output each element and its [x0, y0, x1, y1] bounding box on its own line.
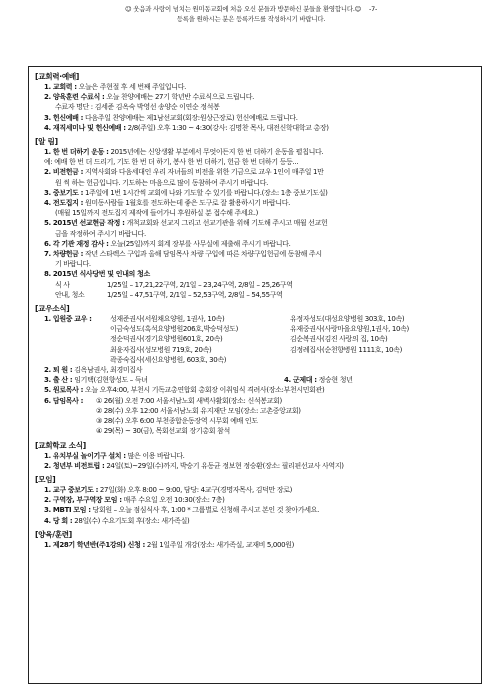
page-number: -7- — [368, 5, 378, 13]
line-text: 기 바랍니다. — [55, 260, 91, 269]
line-text: 28일(수) 수요기도회 후(장소: 새가족실) — [72, 516, 190, 525]
hospital-entry: 유정자성도(대성요양병원 303호, 10속) — [290, 315, 405, 324]
hospital-row-lead — [44, 334, 110, 344]
notice-line — [35, 102, 475, 112]
section-title-youth: [교회학교 소식] — [35, 440, 86, 450]
notice-line — [35, 451, 475, 461]
line-heading: 1. 제28기 학년반(주1강의) 신청 : — [44, 540, 146, 549]
pastor-lead — [44, 396, 96, 406]
line-heading: 2. 청년부 비전트립 : — [44, 461, 105, 470]
hospital-entry: 이금숙성도(흑석요양병원206호,박승덕성도) — [110, 325, 238, 334]
hospital-row-lead — [44, 324, 110, 334]
notice-box — [28, 66, 482, 684]
notice-line — [35, 365, 475, 375]
line-text: 1주일에 1번 1시간씩 교회에 나와 기도할 수 있기를 바랍니다.(장소: 1층 중보기도실) — [83, 188, 328, 197]
schedule-row — [35, 280, 475, 290]
section-title-meetings: [모임] — [35, 474, 56, 484]
notice-line — [35, 208, 475, 218]
hospital-row — [35, 314, 475, 324]
line-text: 당회원 – 오늘 점심식사 후, 1:00 * 그룹별로 신청해 주시고 본인 것 찾아가세요. — [90, 506, 319, 515]
hospital-row — [35, 324, 475, 334]
notice-line — [35, 229, 475, 239]
line-heading: 7. 차량헌금 : — [44, 250, 84, 259]
hospital-entry: 정순덕권사(경기요양병원601호, 20속) — [110, 335, 223, 344]
notice-line — [35, 178, 475, 188]
emeritus-pastor-line: 5. 원로목사 : 오늘 오후4:00, 부천시 기독교총연합회 총회장 이취임식 격려사(장소:부천시민회관) — [44, 386, 325, 395]
line-heading: 2. 비전헌금 : — [44, 168, 84, 177]
notice-line — [35, 516, 475, 526]
line-text: (매월 15일까지 전도집지 제작에 들어가니 후원하실 분 접수해 주세요.) — [55, 209, 258, 218]
line-heading: 3. MBTI 모임 : — [44, 506, 91, 515]
line-text: 24일(토)~29일(수)까지, 박승기 유동균 정보현 정승환(장소: 필리핀선교사 사역지) — [104, 461, 344, 470]
hospital-entry: 곽종숙집사(세신요양병원, 603호, 30속) — [110, 355, 227, 364]
worship-lines — [35, 82, 475, 133]
pastor-schedule — [35, 396, 475, 437]
line-heading: 4. 전도집지 : — [44, 199, 84, 208]
pastor-schedule-text: ② 28(수) 오후 12:00 서울서남노회 유지재단 모임(장소: 고촌중앙교회) — [96, 406, 301, 415]
line-text: 지역사회와 다음세대인 우리 자녀들의 비전을 위한 기금으로 교우 1인이 매주일 1만 — [83, 168, 324, 177]
hospital-row-lead — [44, 345, 110, 355]
line-text: 원 씩 하는 헌금입니다. 기도하는 마음으로 많이 동참하여 주시기 바랍니다. — [55, 178, 268, 187]
notice-line — [35, 249, 475, 259]
line-heading: 1. 교구 중보기도 : — [44, 485, 99, 494]
line-heading: 1. 입원중 교우 : — [44, 315, 92, 324]
line-text: 금을 작정하여 주시기 바랍니다. — [55, 229, 146, 238]
pastor-schedule-item — [35, 406, 475, 416]
pastor-schedule-text: ① 26(월) 오전 7:00 서울서남노회 새벽사활회(장소: 신석봉교회) — [96, 396, 282, 405]
schedule-title: 8. 2015년 식사당번 및 인내의 청소 — [44, 270, 150, 279]
pastor-schedule-text: ③ 28(수) 오후 6:00 부천종합운동장역 시무회 예배 인도 — [96, 417, 258, 426]
hospital-entry: 유재중권사(사랑마을요양원,1권사, 10속) — [290, 325, 409, 334]
notice-line — [35, 218, 475, 228]
notice-line — [35, 259, 475, 269]
line-heading: 2. 구역장, 부구역장 모임 : — [44, 496, 122, 505]
line-heading: 1. 유치부실 놀이기구 설치 : — [44, 451, 126, 460]
pastor-schedule-text: ④ 29(목) ~ 30(금), 목회선교회 장기총회 참석 — [96, 427, 230, 436]
line-heading: 5. 2015년 선교현금 작정 : — [44, 219, 125, 228]
notice-line — [35, 92, 475, 102]
line-text: 다음주일 찬양예배는 제1남선교회(회장:원상근장로) 헌신예배로 드립니다. — [83, 113, 298, 122]
hospital-entry: 김순복권사(김진 사랑의 집, 10속) — [290, 335, 388, 344]
line-text: 김옥남권사, 최경미집사 — [72, 366, 143, 375]
line-text: 원미동사람들 1월호를 전도하는데 좋은 도구로 잘 활용하시기 바랍니다. — [83, 199, 291, 208]
section-title-worship: [교회력·예배] — [35, 72, 80, 81]
notice-line — [35, 198, 475, 208]
line-text: 많은 이용 바랍니다. — [125, 451, 185, 460]
pastor-schedule-item — [35, 396, 475, 406]
line-heading: 2. 양육훈련 수료식 : — [44, 93, 105, 102]
hospital-row — [35, 334, 475, 344]
line-heading: 4. 재직세미나 및 헌신예배 : — [44, 123, 126, 132]
line-heading: 6. 각 기관 재정 감사 : — [44, 239, 109, 248]
notice-line — [35, 495, 475, 505]
schedule-lines — [35, 280, 475, 300]
page-header — [0, 4, 502, 24]
section-title-training: [양육/훈련] — [35, 529, 72, 539]
line-text: 개척교회와 선교지 그리고 선교기관을 위해 기도해 주시고 매월 선교헌 — [124, 219, 328, 228]
line-text: 오늘(25일)까지 회계 장부를 사무실에 제출해 주시기 바랍니다. — [108, 239, 291, 248]
notice-line — [35, 239, 475, 249]
notice-line — [35, 167, 475, 177]
youth-lines — [35, 451, 475, 471]
schedule-row — [35, 290, 475, 300]
line-text: 오늘은 주현절 후 세 번째 주일입니다. — [76, 83, 187, 91]
birth-discharge-line: 3. 출 산 : 임기택(김현향성도 – 득녀 4. 군제대 : 정승현 청년 — [44, 376, 353, 385]
line-text: 2015년에는 신앙생활 부분에서 무엇이든지 한 번 더하기 운동을 펼칩니다. — [108, 148, 324, 157]
pastor-lead — [44, 416, 96, 426]
line-text: 2/8(주일) 오후 1:30 ~ 4:30(강사: 김명찬 목사, 대전신학대학교 총장) — [125, 123, 329, 132]
notice-line — [35, 505, 475, 515]
member-hospital-list — [35, 314, 475, 365]
line-heading: 3. 중보기도 : — [44, 188, 84, 197]
notice-line — [35, 113, 475, 123]
notice-line — [35, 82, 475, 92]
header-line2: 등록을 원하시는 분은 등록카드를 작성하시기 바랍니다. — [176, 15, 326, 23]
section-title-notices: [알 림] — [35, 137, 58, 147]
line-heading: 1. 한 번 더하기 운동 : — [44, 148, 109, 157]
notice-line — [35, 188, 475, 198]
hospital-row — [35, 355, 475, 365]
hospital-entry: 최윤자집사(성모병원 719호, 20속) — [110, 345, 212, 354]
line-heading: 2. 퇴 원 : — [44, 366, 73, 375]
notice-line — [35, 540, 475, 550]
training-lines — [35, 540, 475, 550]
pastor-schedule-item — [35, 426, 475, 436]
member-lines — [35, 365, 475, 375]
header-welcome-line — [0, 4, 502, 14]
notice-line — [35, 147, 475, 157]
notice-lines — [35, 147, 475, 269]
pastor-lead — [44, 406, 96, 416]
line-text: 수료자 명단 : 김세준 김옥숙 박영선 송양순 이연순 정석봉 — [55, 103, 220, 112]
pastor-schedule-item — [35, 416, 475, 426]
line-heading: 4. 당 회 : — [44, 516, 73, 525]
line-text: 27일(화) 오후 8:00 ~ 9:00, 담당: 4교구(경명자목사, 김덕만 장로) — [98, 485, 293, 494]
notice-line — [35, 123, 475, 133]
hospital-entry: 김정례집사(순천향병원 1111호, 10속) — [290, 345, 402, 354]
schedule-label: 안내, 청소 — [55, 290, 85, 299]
hospital-row — [35, 345, 475, 355]
header-line1: ☺ 웃음과 사랑이 넘치는 원미동교회에 처음 오신 분들과 방문하신 분들을 환영합니다.☺ — [124, 5, 362, 13]
notice-line — [35, 157, 475, 167]
pastor-lead — [44, 426, 96, 436]
notice-line — [35, 461, 475, 471]
hospital-entry: 성재준권사(서원채요양원, 1권사, 10속) — [110, 315, 225, 324]
line-text: 2월 1일주일 개강(장소: 새가족실, 교재비 5,000원) — [145, 540, 295, 549]
line-heading: 1. 교회력 : — [44, 83, 77, 91]
schedule-label: 식 사 — [55, 280, 70, 289]
section-title-members: [교우소식] — [35, 304, 70, 314]
line-text: 작년 스타렉스 구입과 올해 담임목사 차량 구입에 따른 차량구입헌금에 동참해 주시 — [83, 250, 322, 259]
line-text: 매주 수요일 오전 10:30(장소: 7층) — [121, 496, 225, 505]
schedule-text: 1/25일 – 17,21,22구역, 2/1일 – 23,24구역, 2/8일 – 25,26구역 — [107, 280, 293, 289]
hospital-row-lead — [44, 314, 110, 324]
line-heading: 6. 담임목사 : — [44, 396, 84, 405]
notice-line — [35, 485, 475, 495]
line-heading: 3. 헌신예배 : — [44, 113, 84, 122]
hospital-row-lead — [44, 355, 110, 365]
schedule-text: 1/25일 – 47,51구역, 2/1일 – 52,53구역, 2/8일 – 54,55구역 — [107, 290, 283, 299]
line-text: 예: 예배 한 번 더 드리기, 기도 한 번 더 하기, 봉사 한 번 더하기, 헌금 한 번 더하기 등등... — [44, 158, 299, 167]
meeting-lines — [35, 485, 475, 526]
line-text: 오늘 찬양예배는 27기 학년반 수료식으로 드립니다. — [104, 93, 255, 102]
